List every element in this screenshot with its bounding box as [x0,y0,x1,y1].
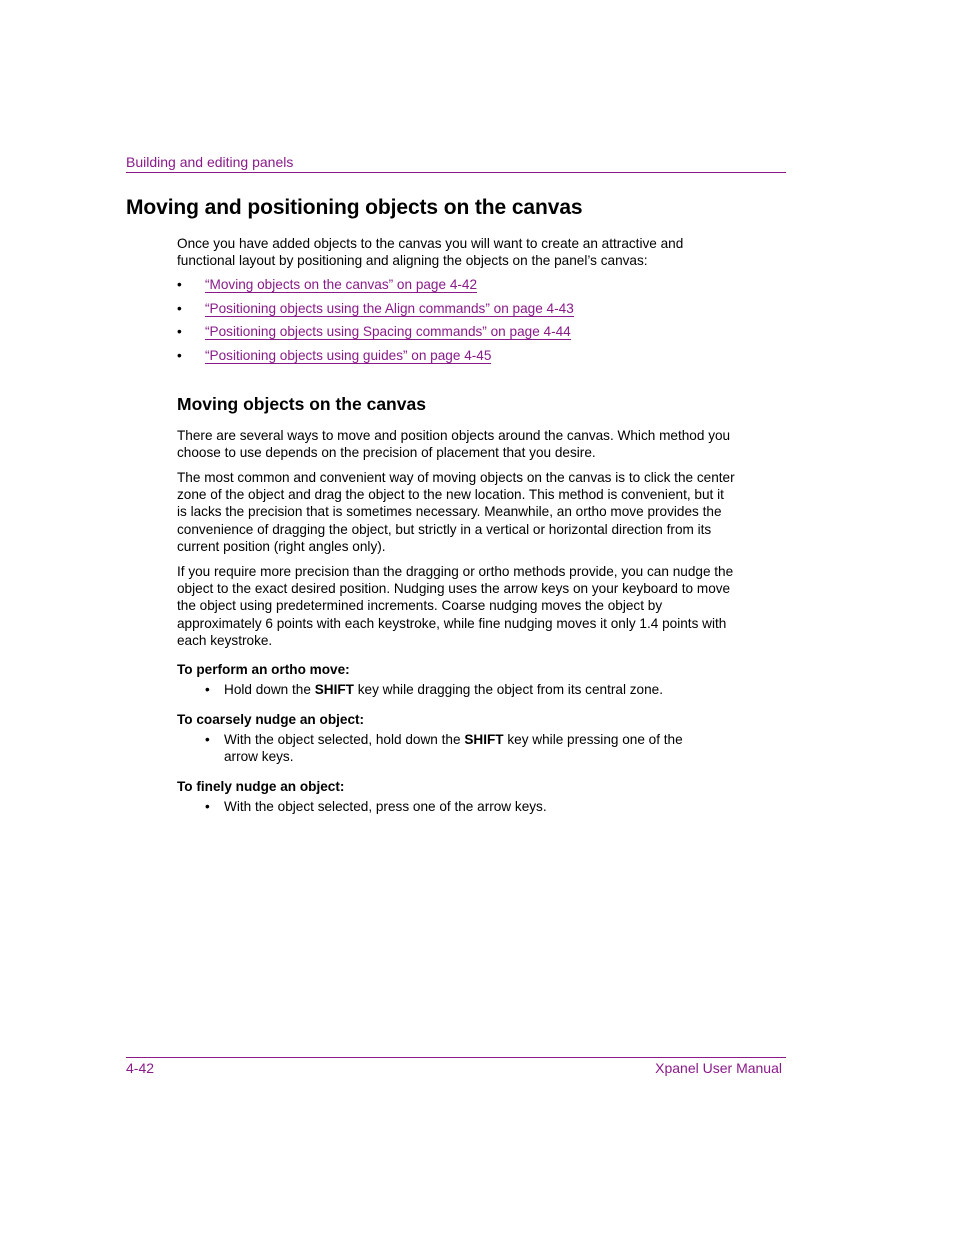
xref-link-guides[interactable]: “Positioning objects using guides” on page 4-45 [205,347,492,363]
bullet: • [177,277,182,292]
section-heading: Moving objects on the canvas [177,394,426,414]
xref-link-align-commands[interactable]: “Positioning objects using the Align commands” on page 4-43 [205,300,574,316]
cross-reference-list [177,276,574,370]
step-text: Hold down the [224,682,315,697]
xref-link-spacing-commands[interactable]: “Positioning objects using Spacing commands” on page 4-44 [205,324,571,339]
xref-link-moving-objects[interactable]: “Moving objects on the canvas” on page 4-42 [205,277,478,292]
bullet: • [205,682,210,697]
list-item [177,323,574,347]
bullet: • [177,347,182,363]
list-item [177,300,574,324]
procedure-step-fine-nudge [205,798,744,815]
procedure-heading-ortho-move: To perform an ortho move: [177,662,350,677]
step-text: key while pressing one of the arrow keys. [224,732,683,765]
intro-paragraph: Once you have added objects to the canvas you will want to create an attractive and functional layout by positioning and aligning the objects on the panel’s canvas: [177,236,684,269]
procedure-step-coarse-nudge [205,731,704,765]
footer-rule [126,1057,786,1058]
paragraph-nudging: If you require more precision than the dragging or ortho methods provide, you can nudge the object to the exact desired position. Nudging uses the arrow keys on your keyboard to move the object using predetermined increments. Coarse nudging moves the object by approximately 6 points with each keystroke, while fine nudging moves it only 1.4 points with each keystroke. [177,564,734,648]
bullet: • [177,300,182,316]
manual-title: Xpanel User Manual [655,1060,782,1076]
procedure-heading-fine-nudge: To finely nudge an object: [177,779,345,794]
step-text: With the object selected, press one of the arrow keys. [224,799,547,814]
header-rule [126,172,786,173]
list-item [177,347,574,371]
paragraph-ways-to-move: There are several ways to move and position objects around the canvas. Which method you choose to use depends on the precision of placement that you desire. [177,428,731,461]
running-header: Building and editing panels [126,154,294,170]
list-item [177,276,574,300]
procedure-heading-coarse-nudge: To coarsely nudge an object: [177,712,365,727]
paragraph-common-method: The most common and convenient way of moving objects on the canvas is to click the center zone of the object and drag the object to the new location. This method is convenient, but it is lacks the precision that is sometimes necessary. Meanwhile, an ortho move provides the convenience of dragging the object, but strictly in a vertical or horizontal direction from its current position (right angles only). [177,470,735,554]
step-text: key while dragging the object from its central zone. [353,682,664,697]
key-name: SHIFT [314,682,354,697]
bullet: • [177,324,182,339]
key-name: SHIFT [464,732,504,747]
page-number: 4-42 [126,1060,155,1076]
step-text: With the object selected, hold down the [224,732,465,747]
bullet: • [205,799,210,814]
bullet: • [205,732,210,747]
page-title: Moving and positioning objects on the canvas [126,196,583,219]
procedure-step-ortho-move [205,681,744,698]
